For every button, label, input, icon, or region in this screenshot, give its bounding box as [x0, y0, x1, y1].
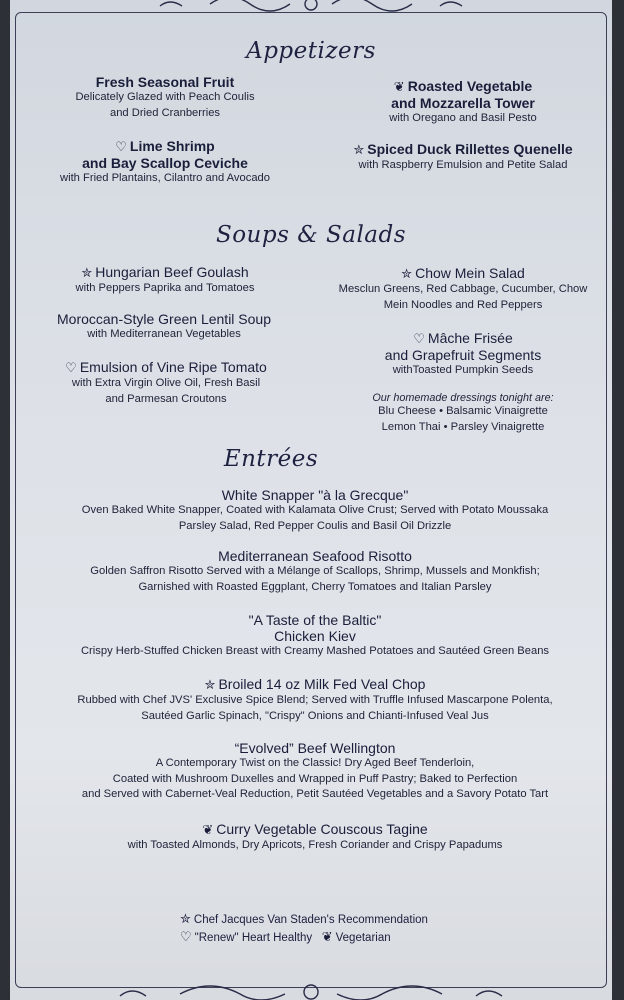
menu-item-veal	[50, 676, 580, 724]
item-desc: withToasted Pumpkin Seeds	[392, 364, 534, 376]
menu-item-tower	[328, 78, 598, 127]
item-title: Fresh Seasonal Fruit	[95, 74, 235, 90]
item-title: Moroccan-Style Green Lentil Soup	[57, 311, 271, 327]
star-icon: ✮	[81, 265, 93, 280]
item-desc: with Toasted Almonds, Dry Apricots, Fresh Coriander and Crispy Papadums	[127, 839, 503, 851]
item-desc: A Contemporary Twist on the Classic! Dry Aged Beef Tenderloin,	[155, 757, 475, 769]
item-desc: with Raspberry Emulsion and Petite Salad	[358, 159, 568, 171]
item-title: and Grapefruit Segments	[384, 347, 542, 363]
menu-page	[10, 0, 612, 1000]
dressings-box	[328, 392, 598, 435]
item-desc: with Peppers Paprika and Tomatoes	[75, 282, 255, 294]
item-desc: Rubbed with Chef JVS' Exclusive Spice Blend; Served with Truffle Infused Mascarpone Polenta,	[77, 694, 553, 706]
item-desc: and Served with Cabernet-Veal Reduction, Petit Sautéed Vegetables and a Savory Potato Tart	[81, 788, 549, 800]
menu-item-fruit	[50, 74, 280, 121]
item-desc: and Dried Cranberries	[109, 106, 221, 119]
item-desc: and Parmesan Croutons	[105, 392, 227, 405]
item-desc: Coated with Mushroom Duxelles and Wrapped in Puff Pastry; Baked to Perfection	[112, 772, 518, 785]
menu-item-shrimp	[50, 138, 280, 187]
item-title: Emulsion of Vine Ripe Tomato	[79, 359, 267, 375]
menu-item-tomato	[46, 359, 286, 407]
item-desc: Parsley Salad, Red Pepper Coulis and Basil Oil Drizzle	[178, 519, 452, 532]
legend-chef: Chef Jacques Van Staden's Recommendation	[193, 914, 428, 926]
menu-item-risotto	[50, 548, 580, 595]
item-title: Hungarian Beef Goulash	[95, 264, 249, 280]
heart-icon: ♡	[180, 929, 192, 944]
star-icon: ✮	[180, 911, 191, 926]
menu-item-snapper	[50, 487, 580, 534]
item-title: Broiled 14 oz Milk Fed Veal Chop	[218, 676, 426, 692]
menu-item-goulash	[50, 264, 280, 297]
item-title: Mediterranean Seafood Risotto	[218, 548, 412, 564]
item-title: “Evolved” Beef Wellington	[234, 740, 396, 756]
star-icon: ✮	[353, 142, 365, 157]
section-heading-entrees: Entrées	[223, 446, 319, 472]
menu-item-chowmein	[328, 265, 598, 313]
menu-item-lentil	[38, 311, 290, 343]
item-title: Roasted Vegetable	[407, 78, 533, 94]
item-title: and Mozzarella Tower	[391, 95, 535, 111]
section-heading-soups: Soups & Salads	[215, 222, 407, 248]
top-ornament	[10, 0, 612, 20]
item-title: and Bay Scallop Ceviche	[82, 155, 248, 171]
item-title: Chicken Kiev	[274, 628, 356, 644]
star-icon: ✮	[401, 266, 413, 281]
menu-item-tagine	[50, 821, 580, 854]
item-title: "A Taste of the Baltic"	[248, 612, 382, 628]
item-desc: Oven Baked White Snapper, Coated with Kalamata Olive Crust; Served with Potato Moussaka	[81, 504, 549, 516]
menu-item-wellington	[50, 740, 580, 803]
item-desc: Mein Noodles and Red Peppers	[383, 298, 543, 311]
item-desc: Delicately Glazed with Peach Coulis	[75, 91, 255, 103]
item-desc: Garnished with Roasted Eggplant, Cherry Tomatoes and Italian Parsley	[138, 580, 492, 593]
item-title: Lime Shrimp	[129, 138, 215, 154]
item-title: Chow Mein Salad	[415, 265, 525, 281]
item-title: Curry Vegetable Couscous Tagine	[216, 821, 428, 837]
leaf-icon: ❦	[202, 822, 214, 837]
item-desc: Golden Saffron Risotto Served with a Mélange of Scallops, Shrimp, Mussels and Monkfish;	[90, 565, 540, 577]
heart-icon: ♡	[413, 331, 425, 346]
menu-item-mache	[328, 330, 598, 379]
item-title: Mâche Frisée	[427, 330, 513, 346]
menu-item-duck	[328, 141, 598, 174]
dressings-line: Lemon Thai • Parsley Vinaigrette	[381, 420, 545, 433]
leaf-icon: ❦	[321, 929, 333, 944]
item-desc: with Oregano and Basil Pesto	[389, 112, 537, 124]
leaf-icon: ❦	[393, 79, 405, 94]
heart-icon: ♡	[65, 360, 77, 375]
menu-item-kiev	[50, 612, 580, 660]
heart-icon: ♡	[115, 139, 127, 154]
star-icon: ✮	[204, 677, 216, 692]
dressings-note: Our homemade dressings tonight are:	[372, 392, 554, 404]
item-desc: with Fried Plantains, Cilantro and Avocado	[60, 172, 270, 184]
legend	[180, 911, 500, 947]
legend-veg: Vegetarian	[335, 932, 391, 944]
item-desc: with Mediterranean Vegetables	[87, 328, 241, 340]
item-title: White Snapper "à la Grecque"	[221, 487, 409, 503]
section-heading-appetizers: Appetizers	[246, 38, 376, 64]
legend-heart: "Renew" Heart Healthy	[194, 932, 313, 944]
bottom-ornament	[10, 976, 612, 1000]
item-desc: Mesclun Greens, Red Cabbage, Cucumber, Chow	[338, 283, 588, 295]
item-title: Spiced Duck Rillettes Quenelle	[367, 141, 573, 157]
dressings-line: Blu Cheese • Balsamic Vinaigrette	[378, 405, 548, 417]
item-desc: Crispy Herb-Stuffed Chicken Breast with Creamy Mashed Potatoes and Sautéed Green Beans	[80, 645, 550, 657]
item-desc: Sautéed Garlic Spinach, "Crispy" Onions and Chianti-Infused Veal Jus	[141, 709, 489, 722]
item-desc: with Extra Virgin Olive Oil, Fresh Basil	[71, 377, 261, 389]
